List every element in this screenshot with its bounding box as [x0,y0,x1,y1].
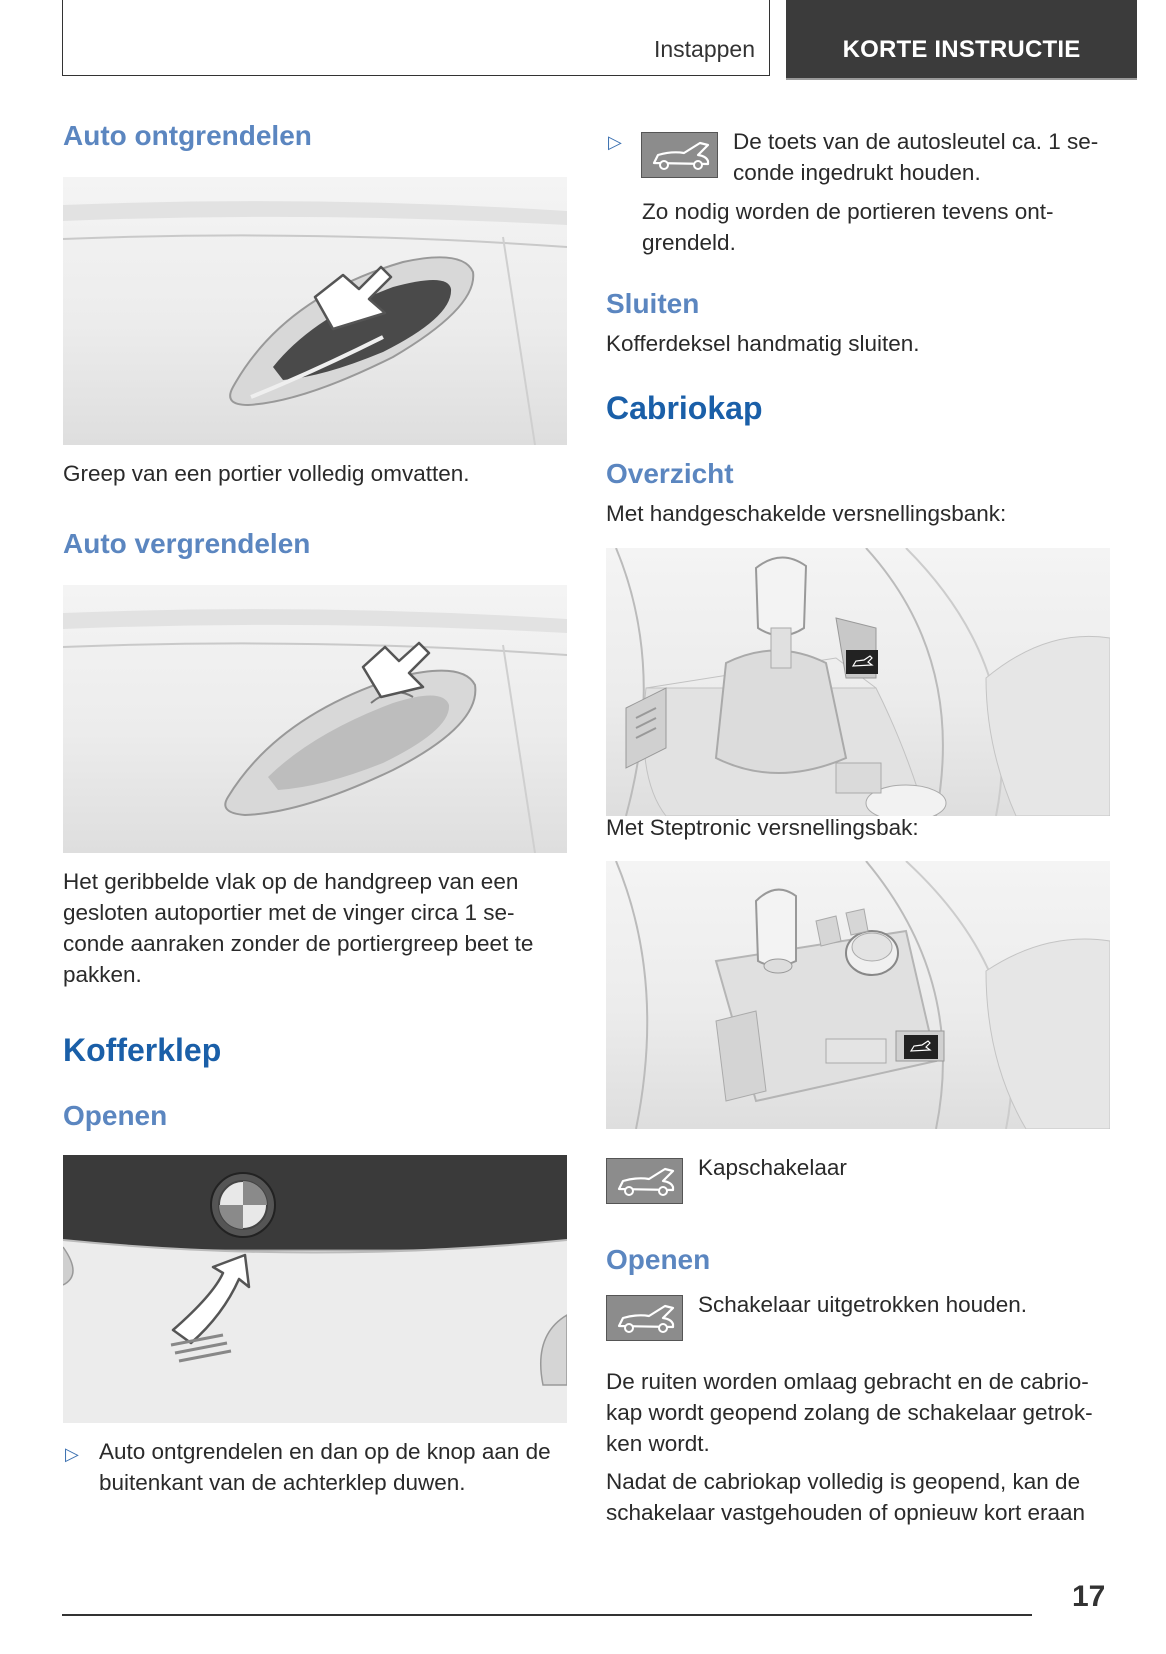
bullet-triangle-icon: ▷ [65,1444,79,1464]
roof-open-para1 [606,1366,1093,1459]
roof-switch-icon [606,1158,683,1204]
manual-gearbox-caption: Met handgeschakelde versnellingsbank: [606,501,1007,526]
roof-open-para1-line: De ruiten worden omlaag gebracht en de cabrio- [606,1369,1089,1394]
steptronic-caption: Met Steptronic versnellingsbak: [606,815,919,840]
header-tab-underline [786,78,1137,80]
roof-switch-label: Kapschakelaar [698,1155,847,1180]
heading-overview: Overzicht [606,458,734,489]
lock-text-line: Het geribbelde vlak op de handgreep van een [63,869,519,894]
key-bullet-line: conde ingedrukt houden. [733,160,981,185]
close-text: Kofferdeksel handmatig sluiten. [606,331,920,356]
lock-text-line: conde aanraken zonder de portiergreep beet te [63,931,534,956]
doors-note-line: grendeld. [642,230,736,255]
manual-gearbox-console-illustration [606,548,1110,816]
key-bullet-text [733,126,1098,188]
heading-trunk: Kofferklep [63,1032,222,1068]
roof-open-para1-line: ken wordt. [606,1431,710,1456]
lock-text [63,866,533,990]
footer-rule [62,1614,1032,1616]
page-number: 17 [1072,1580,1106,1613]
heading-lock: Auto vergrendelen [63,528,311,559]
header-chapter-tab [786,0,1137,78]
trunk-bullet-line: Auto ontgrendelen en dan op de knop aan de [99,1439,551,1464]
roof-open-para2-line: schakelaar vastgehouden of opnieuw kort eraan [606,1500,1086,1525]
roof-open-para1-line: kap wordt geopend zolang de schakelaar getrok- [606,1400,1093,1425]
header-chapter-label: KORTE INSTRUCTIE [842,36,1081,63]
header-section-title: Instappen [653,36,755,62]
roof-switch-open-icon [606,1295,683,1341]
trunk-bullet-line: buitenkant van de achterklep duwen. [99,1470,466,1495]
trunk-button-illustration [63,1155,567,1423]
door-handle-unlock-illustration [63,177,567,445]
door-handle-lock-illustration [63,585,567,853]
key-bullet-line: De toets van de autosleutel ca. 1 se- [733,129,1099,154]
doors-note-text [642,196,1054,258]
trunk-bullet-text [99,1436,551,1498]
header-frame [62,0,770,76]
heading-roof-open: Openen [606,1244,711,1275]
bullet-triangle-icon: ▷ [608,132,622,152]
roof-open-switch-text: Schakelaar uitgetrokken houden. [698,1292,1027,1317]
roof-open-para2-line: Nadat de cabriokap volledig is geopend, kan de [606,1469,1081,1494]
heading-close: Sluiten [606,288,700,319]
caption-unlock: Greep van een portier volledig omvatten. [63,461,470,486]
heading-roof: Cabriokap [606,390,763,426]
heading-trunk-open: Openen [63,1100,168,1131]
roof-open-para2 [606,1466,1085,1528]
steptronic-console-illustration [606,861,1110,1129]
doors-note-line: Zo nodig worden de portieren tevens ont- [642,199,1054,224]
heading-unlock: Auto ontgrendelen [63,120,312,151]
lock-text-line: pakken. [63,962,142,987]
lock-text-line: gesloten autoportier met de vinger circa 1 se- [63,900,515,925]
key-roof-button-icon [641,132,718,178]
